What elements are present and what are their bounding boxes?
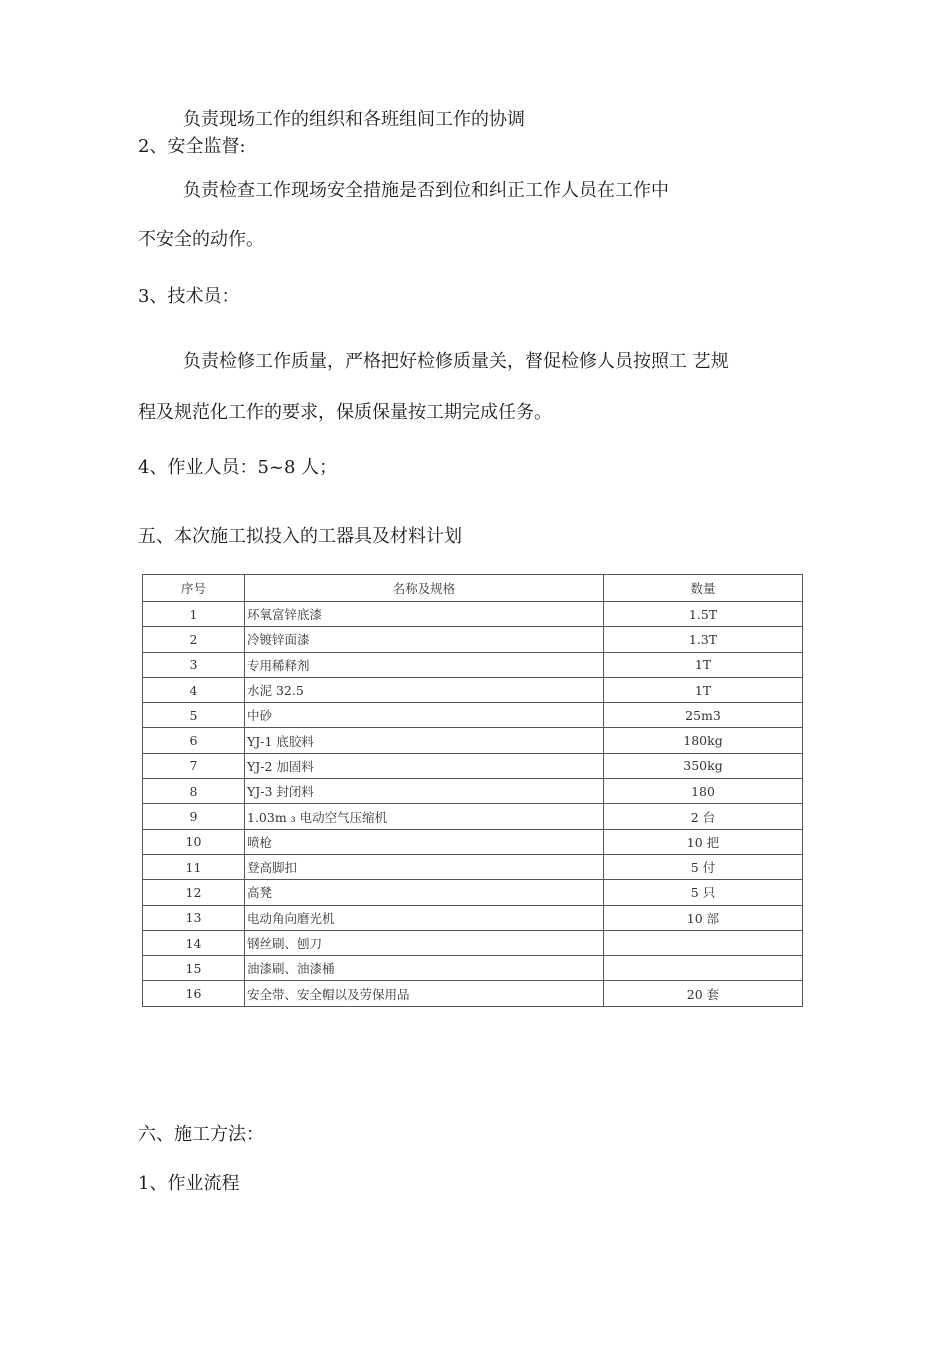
cell-no: 3 bbox=[143, 652, 245, 677]
table-row bbox=[143, 602, 803, 627]
table-row bbox=[143, 753, 803, 778]
cell-qty: 2 台 bbox=[604, 804, 803, 829]
section-title-materials: 五、本次施工拟投入的工器具及材料计划 bbox=[138, 526, 462, 547]
table-row bbox=[143, 854, 803, 879]
cell-name: 钢丝刷、刨刀 bbox=[245, 930, 604, 955]
cell-no: 4 bbox=[143, 677, 245, 702]
section-title-method: 六、施工方法： bbox=[138, 1124, 264, 1145]
cell-no: 5 bbox=[143, 703, 245, 728]
table-row bbox=[143, 677, 803, 702]
table-row bbox=[143, 981, 803, 1006]
cell-name: YJ-3 封闭料 bbox=[245, 779, 604, 804]
table-row bbox=[143, 829, 803, 854]
cell-qty: 5 付 bbox=[604, 854, 803, 879]
cell-no: 10 bbox=[143, 829, 245, 854]
cell-name: 1.03m ₃ 电动空气压缩机 bbox=[245, 804, 604, 829]
cell-name: YJ-2 加固料 bbox=[245, 753, 604, 778]
cell-no: 8 bbox=[143, 779, 245, 804]
cell-name: 冷镀锌面漆 bbox=[245, 627, 604, 652]
paragraph-technician-duty-cont: 程及规范化工作的要求，保质保量按工期完成任务。 bbox=[138, 402, 552, 423]
cell-name: 环氧富锌底漆 bbox=[245, 602, 604, 627]
heading-technician: 3、技术员： bbox=[138, 286, 240, 307]
cell-no: 9 bbox=[143, 804, 245, 829]
cell-name: 水泥 32.5 bbox=[245, 677, 604, 702]
materials-table bbox=[142, 574, 803, 1007]
table-row bbox=[143, 905, 803, 930]
heading-safety-supervision: 2、安全监督: bbox=[138, 136, 246, 157]
cell-qty: 1T bbox=[604, 677, 803, 702]
cell-qty bbox=[604, 956, 803, 981]
table-row bbox=[143, 779, 803, 804]
table-row bbox=[143, 703, 803, 728]
cell-no: 11 bbox=[143, 854, 245, 879]
table-row bbox=[143, 880, 803, 905]
cell-qty: 1T bbox=[604, 652, 803, 677]
cell-qty bbox=[604, 930, 803, 955]
cell-no: 13 bbox=[143, 905, 245, 930]
heading-workflow: 1、作业流程 bbox=[138, 1173, 240, 1194]
cell-qty: 10 部 bbox=[604, 905, 803, 930]
cell-no: 12 bbox=[143, 880, 245, 905]
cell-qty: 350kg bbox=[604, 753, 803, 778]
cell-name: 喷枪 bbox=[245, 829, 604, 854]
cell-qty: 180 bbox=[604, 779, 803, 804]
cell-no: 14 bbox=[143, 930, 245, 955]
cell-name: 油漆刷、油漆桶 bbox=[245, 956, 604, 981]
cell-name: 专用稀释剂 bbox=[245, 652, 604, 677]
cell-qty: 1.3T bbox=[604, 627, 803, 652]
paragraph-safety-duty-cont: 不安全的动作。 bbox=[138, 229, 264, 250]
table-row bbox=[143, 930, 803, 955]
cell-no: 1 bbox=[143, 602, 245, 627]
heading-workers: 4、作业人员：5~8 人； bbox=[138, 457, 338, 478]
cell-qty: 180kg bbox=[604, 728, 803, 753]
cell-qty: 20 套 bbox=[604, 981, 803, 1006]
cell-qty: 1.5T bbox=[604, 602, 803, 627]
table-row bbox=[143, 956, 803, 981]
cell-name: 安全带、安全帽以及劳保用品 bbox=[245, 981, 604, 1006]
cell-no: 15 bbox=[143, 956, 245, 981]
paragraph-technician-duty: 负责检修工作质量，严格把好检修质量关，督促检修人员按照工 艺规 bbox=[183, 351, 729, 372]
cell-qty: 10 把 bbox=[604, 829, 803, 854]
table-header-row bbox=[143, 575, 803, 602]
cell-name: 中砂 bbox=[245, 703, 604, 728]
cell-no: 2 bbox=[143, 627, 245, 652]
cell-qty: 5 只 bbox=[604, 880, 803, 905]
cell-qty: 25m3 bbox=[604, 703, 803, 728]
table-row bbox=[143, 627, 803, 652]
paragraph-site-coordination: 负责现场工作的组织和各班组间工作的协调 bbox=[183, 109, 525, 130]
table-row bbox=[143, 728, 803, 753]
paragraph-safety-duty: 负责检查工作现场安全措施是否到位和纠正工作人员在工作中 bbox=[183, 180, 669, 201]
table-row bbox=[143, 652, 803, 677]
cell-no: 6 bbox=[143, 728, 245, 753]
header-name: 名称及规格 bbox=[245, 575, 604, 602]
cell-no: 16 bbox=[143, 981, 245, 1006]
cell-name: 高凳 bbox=[245, 880, 604, 905]
cell-name: 登高脚扣 bbox=[245, 854, 604, 879]
cell-name: YJ-1 底胶料 bbox=[245, 728, 604, 753]
cell-name: 电动角向磨光机 bbox=[245, 905, 604, 930]
table-row bbox=[143, 804, 803, 829]
cell-no: 7 bbox=[143, 753, 245, 778]
header-qty: 数量 bbox=[604, 575, 803, 602]
header-no: 序号 bbox=[143, 575, 245, 602]
